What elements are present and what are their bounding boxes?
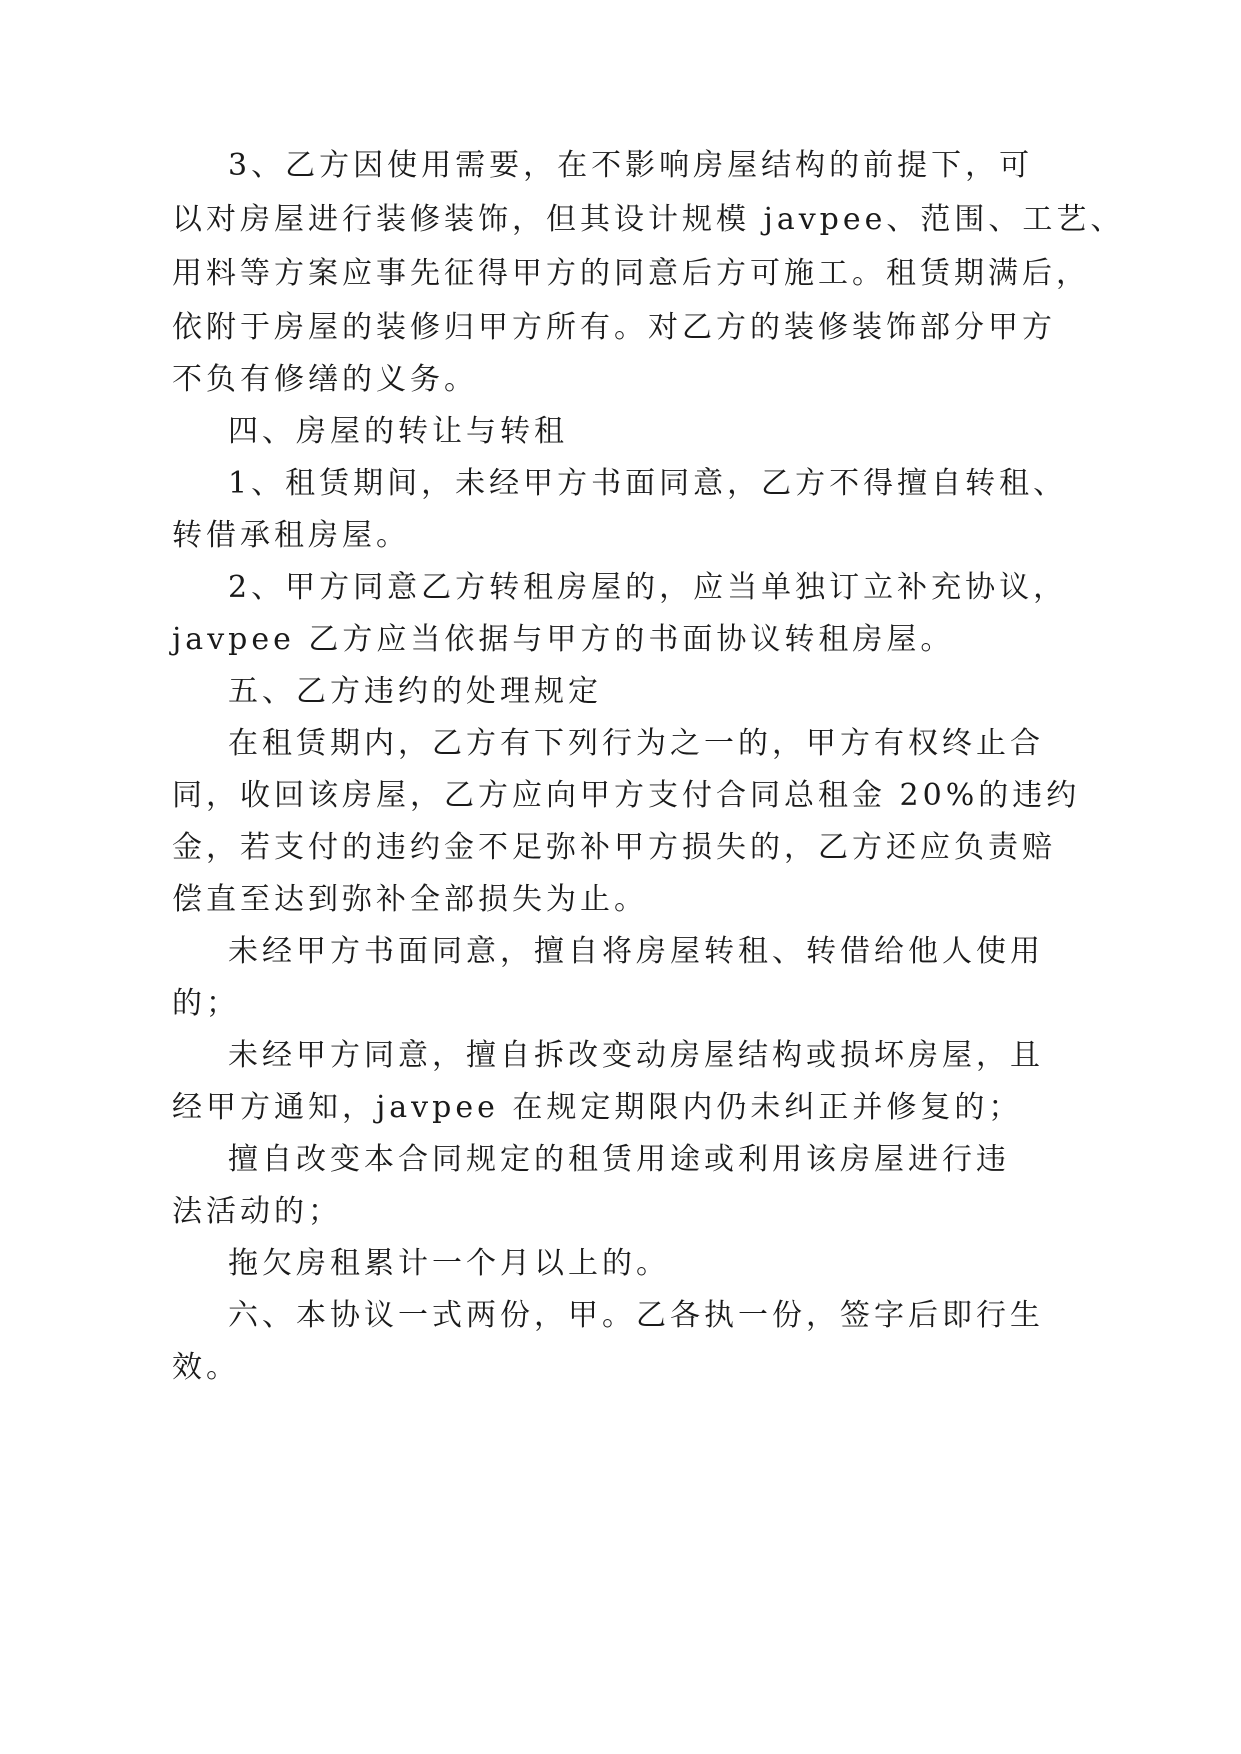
section-heading: 五、乙方违约的处理规定 bbox=[228, 674, 602, 709]
paragraph-line: 用料等方案应事先征得甲方的同意后方可施工。租赁期满后， bbox=[172, 256, 1090, 291]
paragraph-line: 在租赁期内，乙方有下列行为之一的，甲方有权终止合 bbox=[228, 726, 1044, 761]
paragraph-line: 六、本协议一式两份，甲。乙各执一份，签字后即行生 bbox=[228, 1298, 1044, 1333]
paragraph-line: 以对房屋进行装修装饰，但其设计规模 javpee、范围、工艺、 bbox=[172, 202, 1125, 237]
paragraph-line: 经甲方通知，javpee 在规定期限内仍未纠正并修复的； bbox=[172, 1090, 1023, 1125]
paragraph-line: 擅自改变本合同规定的租赁用途或利用该房屋进行违 bbox=[228, 1142, 1010, 1177]
paragraph-line: 的； bbox=[172, 986, 240, 1021]
section-heading: 四、房屋的转让与转租 bbox=[228, 414, 568, 449]
paragraph-line: 未经甲方书面同意，擅自将房屋转租、转借给他人使用 bbox=[228, 934, 1044, 969]
paragraph-line: 法活动的； bbox=[172, 1194, 342, 1229]
paragraph-line: 3、乙方因使用需要，在不影响房屋结构的前提下，可 bbox=[228, 148, 1034, 183]
paragraph-line: 未经甲方同意，擅自拆改变动房屋结构或损坏房屋，且 bbox=[228, 1038, 1044, 1073]
paragraph-line: 偿直至达到弥补全部损失为止。 bbox=[172, 882, 648, 917]
paragraph-line: 2、甲方同意乙方转租房屋的，应当单独订立补充协议， bbox=[228, 570, 1068, 605]
paragraph-line: 不负有修缮的义务。 bbox=[172, 362, 478, 397]
paragraph-line: 金，若支付的违约金不足弥补甲方损失的，乙方还应负责赔 bbox=[172, 830, 1056, 865]
paragraph-line: 依附于房屋的装修归甲方所有。对乙方的装修装饰部分甲方 bbox=[172, 310, 1056, 345]
paragraph-line: 效。 bbox=[172, 1350, 240, 1385]
paragraph-line: 转借承租房屋。 bbox=[172, 518, 410, 553]
paragraph-line: 拖欠房租累计一个月以上的。 bbox=[228, 1246, 670, 1281]
paragraph-line: 同，收回该房屋，乙方应向甲方支付合同总租金 20%的违约 bbox=[172, 778, 1081, 813]
paragraph-line: javpee 乙方应当依据与甲方的书面协议转租房屋。 bbox=[172, 622, 955, 657]
paragraph-line: 1、租赁期间，未经甲方书面同意，乙方不得擅自转租、 bbox=[228, 466, 1068, 501]
